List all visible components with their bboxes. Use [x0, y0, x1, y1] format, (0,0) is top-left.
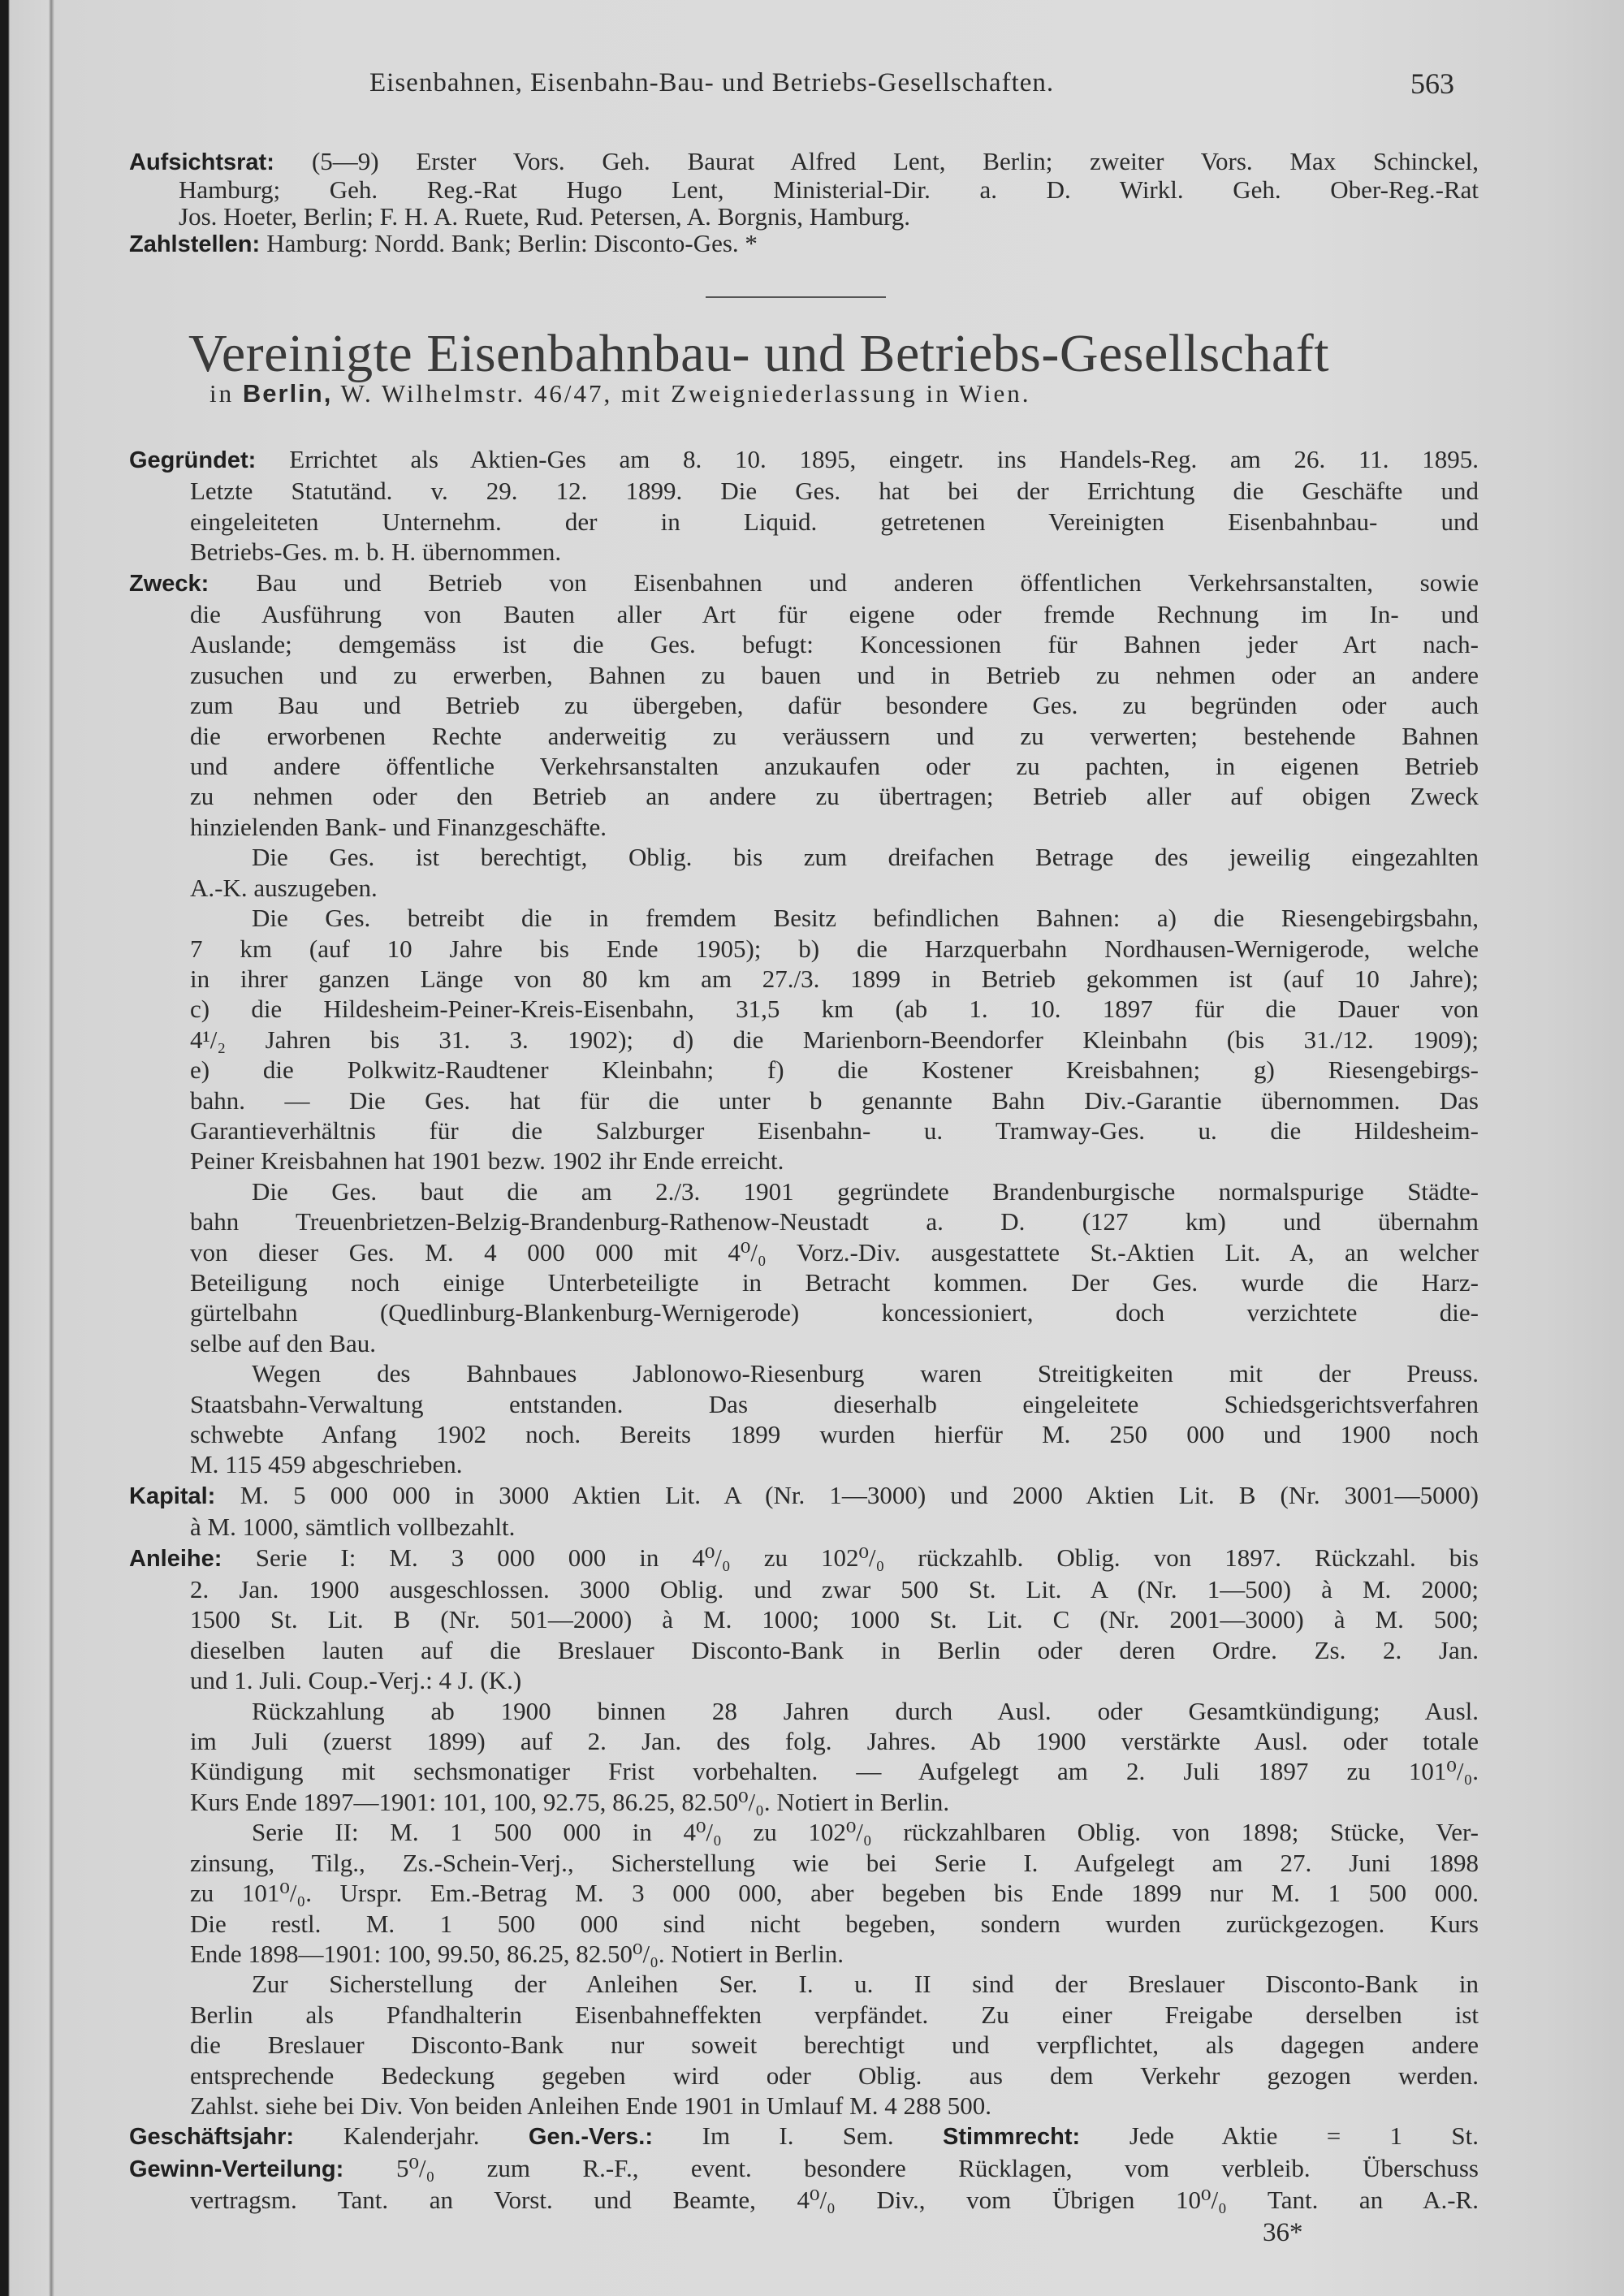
- line-text: Auslande; demgemäss ist die Ges. befugt: Koncessionen für Bahnen jeder Art nach-: [190, 630, 1479, 659]
- line-text: Die Ges. betreibt die in fremdem Besitz befindlichen Bahnen: a) die Riesengebirgsbahn,: [252, 904, 1479, 933]
- text-line: [129, 599, 1479, 629]
- line-text: Wegen des Bahnbaues Jablonowo-Riesenburg waren Streitigkeiten mit der Preuss.: [252, 1359, 1479, 1388]
- line-text: die erworbenen Rechte anderweitig zu veräussern und zu verwerten; bestehende Bahnen: [190, 721, 1479, 750]
- line-text: hinzielenden Bank- und Finanzgeschäfte.: [190, 812, 607, 841]
- section-label: Stimmrecht:: [943, 2124, 1129, 2151]
- text-line: [129, 1574, 1479, 1604]
- text-line: [129, 1969, 1479, 1999]
- section-label: Kapital:: [129, 1482, 240, 1509]
- text-line: [129, 203, 1479, 230]
- text-line: [129, 629, 1479, 659]
- text-line: [129, 1696, 1479, 1726]
- text-line: [129, 2061, 1479, 2091]
- text-line: [129, 1025, 1479, 1055]
- text-line: [129, 1817, 1479, 1847]
- text-line: [129, 1206, 1479, 1236]
- section-label: Geschäftsjahr:: [129, 2124, 343, 2151]
- section-label: Aufsichtsrat:: [129, 149, 312, 175]
- text-line: [129, 476, 1479, 506]
- text-line: [129, 842, 1479, 872]
- line-text: und andere öffentliche Verkehrsanstalten anzukaufen oder zu pachten, in eigenen Betrieb: [190, 752, 1479, 781]
- text-line: [129, 1176, 1479, 1206]
- line-text: gürtelbahn (Quedlinburg-Blankenburg-Wernigerode) koncessioniert, doch verzichtete die-: [190, 1298, 1479, 1327]
- line-text: bahn Treuenbrietzen-Belzig-Brandenburg-Rathenow-Neustadt a. D. (127 km) und übernahm: [190, 1207, 1479, 1236]
- line-text: Rückzahlung ab 1900 binnen 28 Jahren durch Ausl. oder Gesamtkündigung; Ausl.: [252, 1696, 1479, 1725]
- entry-separator-rule: [706, 296, 886, 298]
- line-text: Bau und Betrieb von Eisenbahnen und anderen öffentlichen Verkehrsanstalten, sowie: [256, 568, 1479, 597]
- line-text: zu 101⁰/₀. Urspr. Em.-Betrag M. 3 000 000, aber begeben bis Ende 1899 nur M. 1 500 000.: [190, 1879, 1479, 1908]
- text-line: [129, 2091, 1479, 2121]
- line-text: Jos. Hoeter, Berlin; F. H. A. Ruete, Rud. Petersen, A. Borgnis, Hamburg.: [179, 202, 910, 231]
- signature-mark: 36*: [1263, 2218, 1303, 2247]
- text-line: [129, 903, 1479, 933]
- text-line: [129, 444, 1479, 476]
- line-text: Peiner Kreisbahnen hat 1901 bezw. 1902 ihr Ende erreicht.: [190, 1146, 784, 1176]
- line-text: bahn. — Die Ges. hat für die unter b genannte Bahn Div.-Garantie übernommen. Das: [190, 1085, 1479, 1115]
- line-text: von dieser Ges. M. 4 000 000 mit 4⁰/₀ Vorz.-Div. ausgestattete St.-Aktien Lit. A, an welcher: [190, 1237, 1479, 1267]
- line-text: die Ausführung von Bauten aller Art für eigene oder fremde Rechnung im In- und: [190, 600, 1479, 629]
- line-text: c) die Hildesheim-Peiner-Kreis-Eisenbahn, 31,5 km (ab 1. 10. 1897 für die Dauer von: [190, 995, 1479, 1024]
- text-line: [129, 537, 1479, 567]
- line-text: Serie I: M. 3 000 000 in 4⁰/₀ zu 102⁰/₀ rückzahlb. Oblig. von 1897. Rückzahl. bis: [255, 1543, 1479, 1572]
- text-line: [129, 1756, 1479, 1786]
- line-text: Errichtet als Aktien-Ges am 8. 10. 1895, eingetr. ins Handels-Reg. am 26. 11. 1895.: [289, 445, 1479, 473]
- line-text: 4¹/₂ Jahren bis 31. 3. 1902); d) die Marienborn-Beendorfer Kleinbahn (bis 31./12. 1909);: [190, 1025, 1479, 1054]
- line-text: 5⁰/₀ zum R.-F., event. besondere Rücklagen, vom verbleib. Überschuss: [395, 2153, 1479, 2182]
- text-line: [129, 1878, 1479, 1908]
- subtitle-rest: W. Wilhelmstr. 46/47, mit Zweigniederlassung in Wien.: [332, 379, 1031, 408]
- text-line: [129, 230, 1479, 258]
- text-line: [129, 1389, 1479, 1419]
- company-title: Vereinigte Eisenbahnbau- und Betriebs-Gesellschaft: [188, 324, 1330, 383]
- line-text: Betriebs-Ges. m. b. H. übernommen.: [190, 537, 562, 567]
- subtitle-city: Berlin,: [242, 379, 333, 408]
- line-text: Garantieverhältnis für die Salzburger Eisenbahn- u. Tramway-Ges. u. die Hildesheim-: [190, 1116, 1479, 1145]
- section-label: Zweck:: [129, 570, 257, 597]
- text-line: [129, 1419, 1479, 1449]
- line-text: Kalenderjahr.: [343, 2121, 529, 2151]
- text-line: [129, 1328, 1479, 1358]
- text-line: [129, 1480, 1479, 1512]
- line-text: Staatsbahn-Verwaltung entstanden. Das dieserhalb eingeleitete Schiedsgerichtsverfahren: [190, 1389, 1479, 1418]
- line-text: Die restl. M. 1 500 000 sind nicht begeben, sondern wurden zurückgezogen. Kurs: [190, 1909, 1479, 1938]
- text-line: [129, 1449, 1479, 1479]
- text-line: [129, 2153, 1479, 2185]
- line-text: selbe auf den Bau.: [190, 1328, 376, 1357]
- text-line: [129, 2121, 1479, 2152]
- entry-body: [129, 444, 1479, 2216]
- line-text: Zahlst. siehe bei Div. Von beiden Anleihen Ende 1901 in Umlauf M. 4 288 500.: [190, 2091, 991, 2120]
- text-line: [129, 1116, 1479, 1146]
- line-text: zinsung, Tilg., Zs.-Schein-Verj., Sicherstellung wie bei Serie I. Aufgelegt am 27. Juni 1898: [190, 1848, 1479, 1877]
- line-text: vertragsm. Tant. an Vorst. und Beamte, 4⁰/₀ Div., vom Übrigen 10⁰/₀ Tant. an A.-R.: [190, 2186, 1479, 2215]
- text-line: [129, 148, 1479, 176]
- line-text: Ende 1898—1901: 100, 99.50, 86.25, 82.50⁰/₀. Notiert in Berlin.: [190, 1939, 844, 1968]
- page-number: 563: [1410, 67, 1454, 100]
- line-text: Berlin als Pfandhalterin Eisenbahneffekten verpfändet. Zu einer Freigabe derselben ist: [190, 2000, 1479, 2029]
- line-text: und 1. Juli. Coup.-Verj.: 4 J. (K.): [190, 1666, 522, 1695]
- text-line: [129, 873, 1479, 903]
- text-line: [129, 721, 1479, 751]
- text-line: [129, 1512, 1479, 1542]
- section-label: Zahlstellen:: [129, 231, 267, 257]
- line-text: A.-K. auszugeben.: [190, 873, 378, 902]
- text-line: [129, 1358, 1479, 1388]
- text-line: [129, 1237, 1479, 1267]
- line-text: e) die Polkwitz-Raudtener Kleinbahn; f) die Kostener Kreisbahnen; g) Riesengebirgs-: [190, 1055, 1479, 1085]
- text-line: [129, 812, 1479, 842]
- text-line: [129, 2185, 1479, 2215]
- line-text: schwebte Anfang 1902 noch. Bereits 1899 wurden hierfür M. 250 000 und 1900 noch: [190, 1420, 1479, 1448]
- line-text: Zur Sicherstellung der Anleihen Ser. I. u. II sind der Breslauer Disconto-Bank in: [252, 1970, 1479, 1999]
- text-line: [129, 1909, 1479, 1939]
- text-line: [129, 1726, 1479, 1756]
- line-text: dieselben lauten auf die Breslauer Disconto-Bank in Berlin oder deren Ordre. Zs. 2. Jan.: [190, 1635, 1479, 1664]
- text-line: [129, 781, 1479, 811]
- text-line: [129, 1297, 1479, 1327]
- text-line: [129, 1146, 1479, 1176]
- line-text: zusuchen und zu erwerben, Bahnen zu bauen und in Betrieb zu nehmen oder an andere: [190, 660, 1479, 689]
- line-text: im Juli (zuerst 1899) auf 2. Jan. des folg. Jahres. Ab 1900 verstärkte Ausl. oder totale: [190, 1727, 1479, 1756]
- text-line: [129, 2000, 1479, 2030]
- text-line: [129, 690, 1479, 720]
- line-text: M. 5 000 000 in 3000 Aktien Lit. A (Nr. 1—3000) und 2000 Aktien Lit. B (Nr. 3001—5000): [240, 1480, 1479, 1509]
- line-text: 1500 St. Lit. B (Nr. 501—2000) à M. 1000; 1000 St. Lit. C (Nr. 2001—3000) à M. 500;: [190, 1605, 1479, 1634]
- text-line: [129, 568, 1479, 599]
- text-line: [129, 1604, 1479, 1634]
- line-text: zu nehmen oder den Betrieb an andere zu übertragen; Betrieb aller auf obigen Zweck: [190, 782, 1479, 811]
- line-text: Letzte Statutänd. v. 29. 12. 1899. Die Ges. hat bei der Errichtung die Geschäfte und: [190, 477, 1479, 506]
- text-line: [129, 660, 1479, 690]
- line-text: Im I. Sem.: [702, 2121, 943, 2151]
- line-text: Hamburg; Geh. Reg.-Rat Hugo Lent, Ministerial-Dir. a. D. Wirkl. Geh. Ober-Reg.-Rat: [179, 175, 1479, 204]
- text-line: [129, 1939, 1479, 1969]
- text-line: [129, 1543, 1479, 1574]
- text-line: [129, 751, 1479, 781]
- line-text: entsprechende Bedeckung gegeben wird oder Oblig. aus dem Verkehr gezogen werden.: [190, 2061, 1479, 2090]
- section-label: Gewinn-Verteilung:: [129, 2156, 396, 2182]
- text-line: [129, 994, 1479, 1024]
- line-text: à M. 1000, sämtlich vollbezahlt.: [190, 1513, 516, 1542]
- line-text: die Breslauer Disconto-Bank nur soweit berechtigt und verpflichtet, als dagegen andere: [190, 2031, 1479, 2060]
- previous-entry-tail: [129, 148, 1479, 258]
- line-text: Beteiligung noch einige Unterbeteiligte in Betracht kommen. Der Ges. wurde die Harz-: [190, 1267, 1479, 1297]
- text-line: [129, 1635, 1479, 1665]
- running-header: Eisenbahnen, Eisenbahn-Bau- und Betriebs-Gesellschaften.: [369, 68, 1055, 97]
- line-text: Serie II: M. 1 500 000 in 4⁰/₀ zu 102⁰/₀ rückzahlbaren Oblig. von 1898; Stücke, Ver-: [252, 1818, 1479, 1847]
- subtitle-prefix: in: [209, 379, 243, 408]
- section-label: Anleihe:: [129, 1545, 256, 1572]
- text-line: [129, 1055, 1479, 1085]
- section-label: Gen.-Vers.:: [528, 2124, 702, 2151]
- company-address: [209, 379, 1030, 408]
- text-line: [129, 934, 1479, 964]
- text-line: [129, 1787, 1479, 1817]
- line-text: Kündigung mit sechsmonatiger Frist vorbehalten. — Aufgelegt am 2. Juli 1897 zu 101⁰/₀.: [190, 1757, 1479, 1786]
- text-line: [129, 964, 1479, 994]
- text-line: [129, 1085, 1479, 1116]
- text-line: [129, 507, 1479, 537]
- text-line: [129, 1665, 1479, 1695]
- line-text: eingeleiteten Unternehm. der in Liquid. getretenen Vereinigten Eisenbahnbau- und: [190, 507, 1479, 536]
- line-text: Die Ges. baut die am 2./3. 1901 gegründete Brandenburgische normalspurige Städte-: [252, 1176, 1479, 1206]
- line-text: Jede Aktie = 1 St.: [1129, 2121, 1479, 2151]
- line-text: Hamburg: Nordd. Bank; Berlin: Disconto-Ges. *: [266, 229, 758, 257]
- section-label: Gegründet:: [129, 447, 290, 473]
- text-line: [129, 2030, 1479, 2060]
- text-line: [129, 176, 1479, 203]
- line-text: (5—9) Erster Vors. Geh. Baurat Alfred Lent, Berlin; zweiter Vors. Max Schinckel,: [311, 147, 1479, 175]
- line-text: in ihrer ganzen Länge von 80 km am 27./3. 1899 in Betrieb gekommen ist (auf 10 Jahre);: [190, 964, 1479, 993]
- line-text: M. 115 459 abgeschrieben.: [190, 1450, 463, 1479]
- line-text: Kurs Ende 1897—1901: 101, 100, 92.75, 86.25, 82.50⁰/₀. Notiert in Berlin.: [190, 1787, 950, 1816]
- line-text: zum Bau und Betrieb zu übergeben, dafür besondere Ges. zu begründen oder auch: [190, 691, 1479, 720]
- line-text: 2. Jan. 1900 ausgeschlossen. 3000 Oblig. und zwar 500 St. Lit. A (Nr. 1—500) à M. 2000;: [190, 1575, 1479, 1604]
- text-line: [129, 1267, 1479, 1297]
- line-text: 7 km (auf 10 Jahre bis Ende 1905); b) die Harzquerbahn Nordhausen-Wernigerode, welche: [190, 934, 1479, 963]
- line-text: Die Ges. ist berechtigt, Oblig. bis zum dreifachen Betrage des jeweilig eingezahlten: [252, 843, 1479, 872]
- text-line: [129, 1848, 1479, 1878]
